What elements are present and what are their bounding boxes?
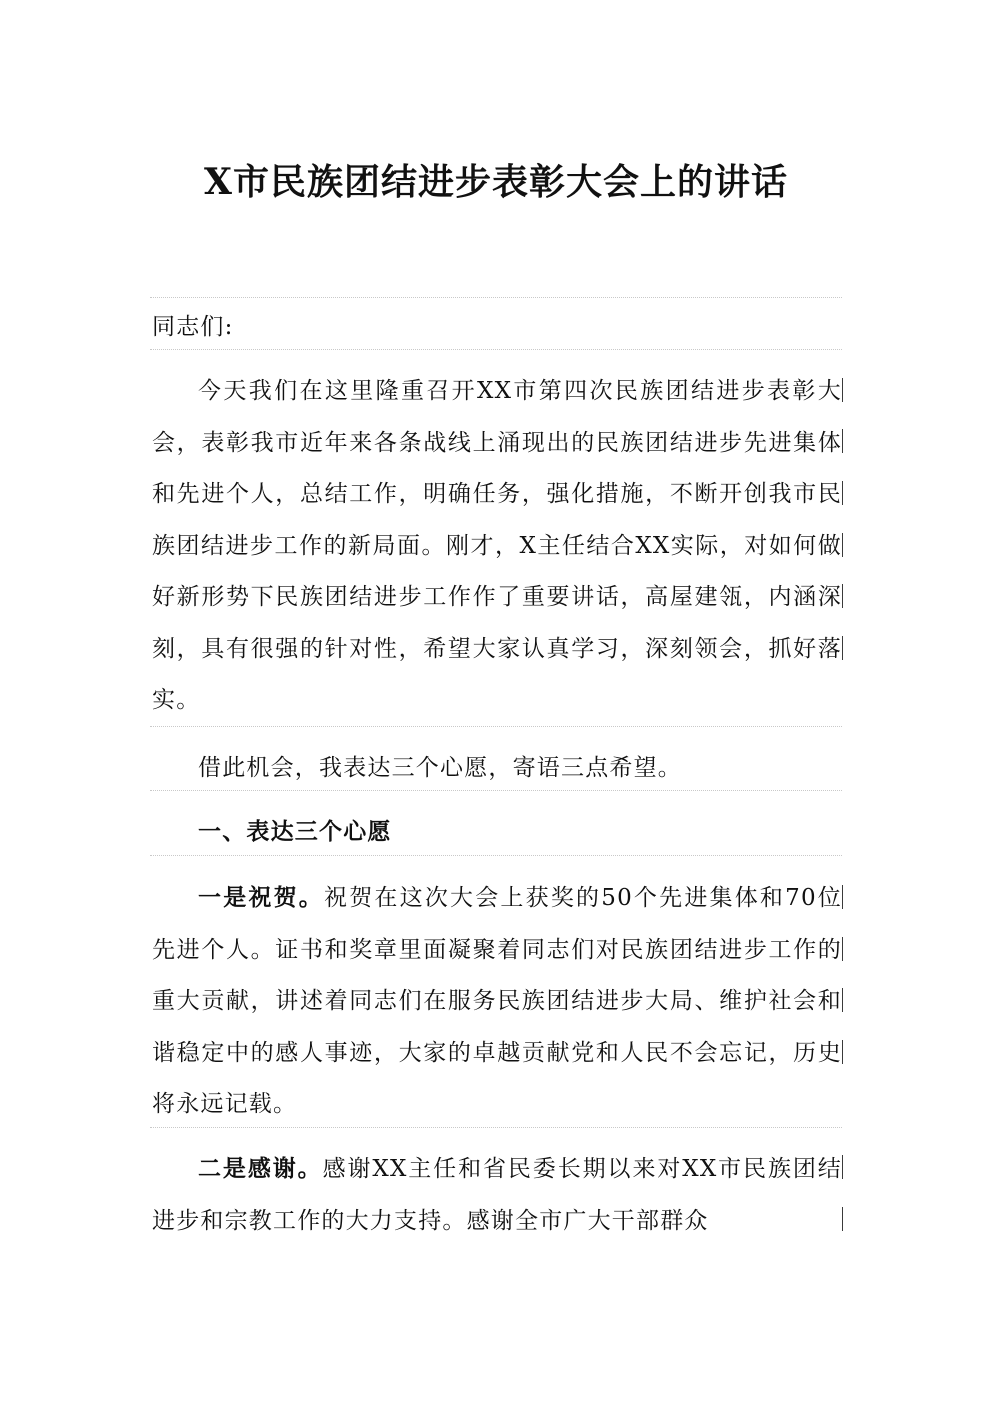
paragraph-lead: 一是祝贺。 <box>198 884 325 911</box>
paragraph-thanks <box>152 1143 842 1247</box>
paragraph-intent: 借此机会，我表达三个心愿，寄语三点希望。 <box>198 755 682 781</box>
paragraph-opening: 今天我们在这里隆重召开XX市第四次民族团结进步表彰大会，表彰我市近年来各条战线上涌现出的民族团结进步先进集体和先进个人，总结工作，明确任务，强化措施，不断开创我市民族团结进步工作的新局面。刚才，X主任结合XX实际，对如何做好新形势下民族团结进步工作作了重要讲话，高屋建瓴，内涵深刻，具有很强的针对性，希望大家认真学习，深刻领会，抓好落实。 <box>152 378 842 713</box>
margin-mark <box>842 937 843 961</box>
salutation: 同志们: <box>152 314 234 340</box>
paragraph-lead: 二是感谢。 <box>198 1155 323 1182</box>
section-heading: 一、表达三个心愿 <box>198 818 392 845</box>
margin-mark <box>842 481 843 505</box>
margin-mark <box>842 378 843 402</box>
paragraph-body: 感谢XX主任和省民委长期以来对XX市民族团结进步和宗教工作的大力支持。感谢全市广大干部群众 <box>152 1156 842 1234</box>
margin-mark <box>842 1207 843 1231</box>
margin-mark <box>842 1155 843 1179</box>
divider <box>150 297 842 298</box>
margin-mark <box>842 885 843 909</box>
margin-mark <box>842 1040 843 1064</box>
margin-mark <box>842 533 843 557</box>
document-title: X市民族团结进步表彰大会上的讲话 <box>204 161 788 203</box>
margin-mark <box>842 636 843 660</box>
paragraph-body: 祝贺在这次大会上获奖的50个先进集体和70位先进个人。证书和奖章里面凝聚着同志们对民族团结进步工作的重大贡献，讲述着同志们在服务民族团结进步大局、维护社会和谐稳定中的感人事迹，大家的卓越贡献党和人民不会忘记，历史将永远记载。 <box>152 885 842 1117</box>
margin-mark <box>842 988 843 1012</box>
margin-mark <box>842 584 843 608</box>
margin-mark <box>842 429 843 453</box>
paragraph-congratulation <box>152 872 842 1131</box>
